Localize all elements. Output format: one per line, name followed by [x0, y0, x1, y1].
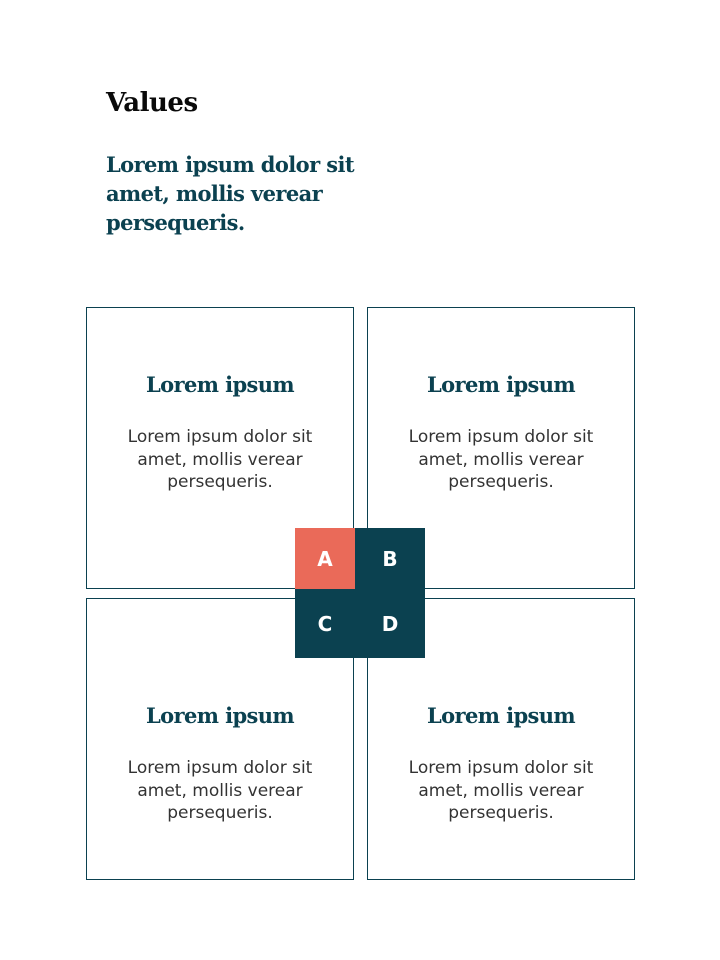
tile-c: C — [295, 589, 355, 658]
page-title: Values — [106, 88, 198, 118]
card-text: Lorem ipsum dolor sit amet, mollis verear persequeris. — [127, 758, 313, 823]
page-subtitle: Lorem ipsum dolor sit amet, mollis verear persequeris. — [106, 152, 354, 235]
tile-d: D — [355, 589, 425, 658]
card-title: Lorem ipsum — [145, 703, 295, 728]
tile-b: B — [355, 528, 425, 589]
card-text: Lorem ipsum dolor sit amet, mollis verear persequeris. — [408, 427, 594, 492]
card-title: Lorem ipsum — [426, 372, 576, 397]
card-title: Lorem ipsum — [426, 703, 576, 728]
tile-a: A — [295, 528, 355, 589]
card-text: Lorem ipsum dolor sit amet, mollis verear persequeris. — [408, 758, 594, 823]
card-text: Lorem ipsum dolor sit amet, mollis verear persequeris. — [127, 427, 313, 492]
card-title: Lorem ipsum — [145, 372, 295, 397]
